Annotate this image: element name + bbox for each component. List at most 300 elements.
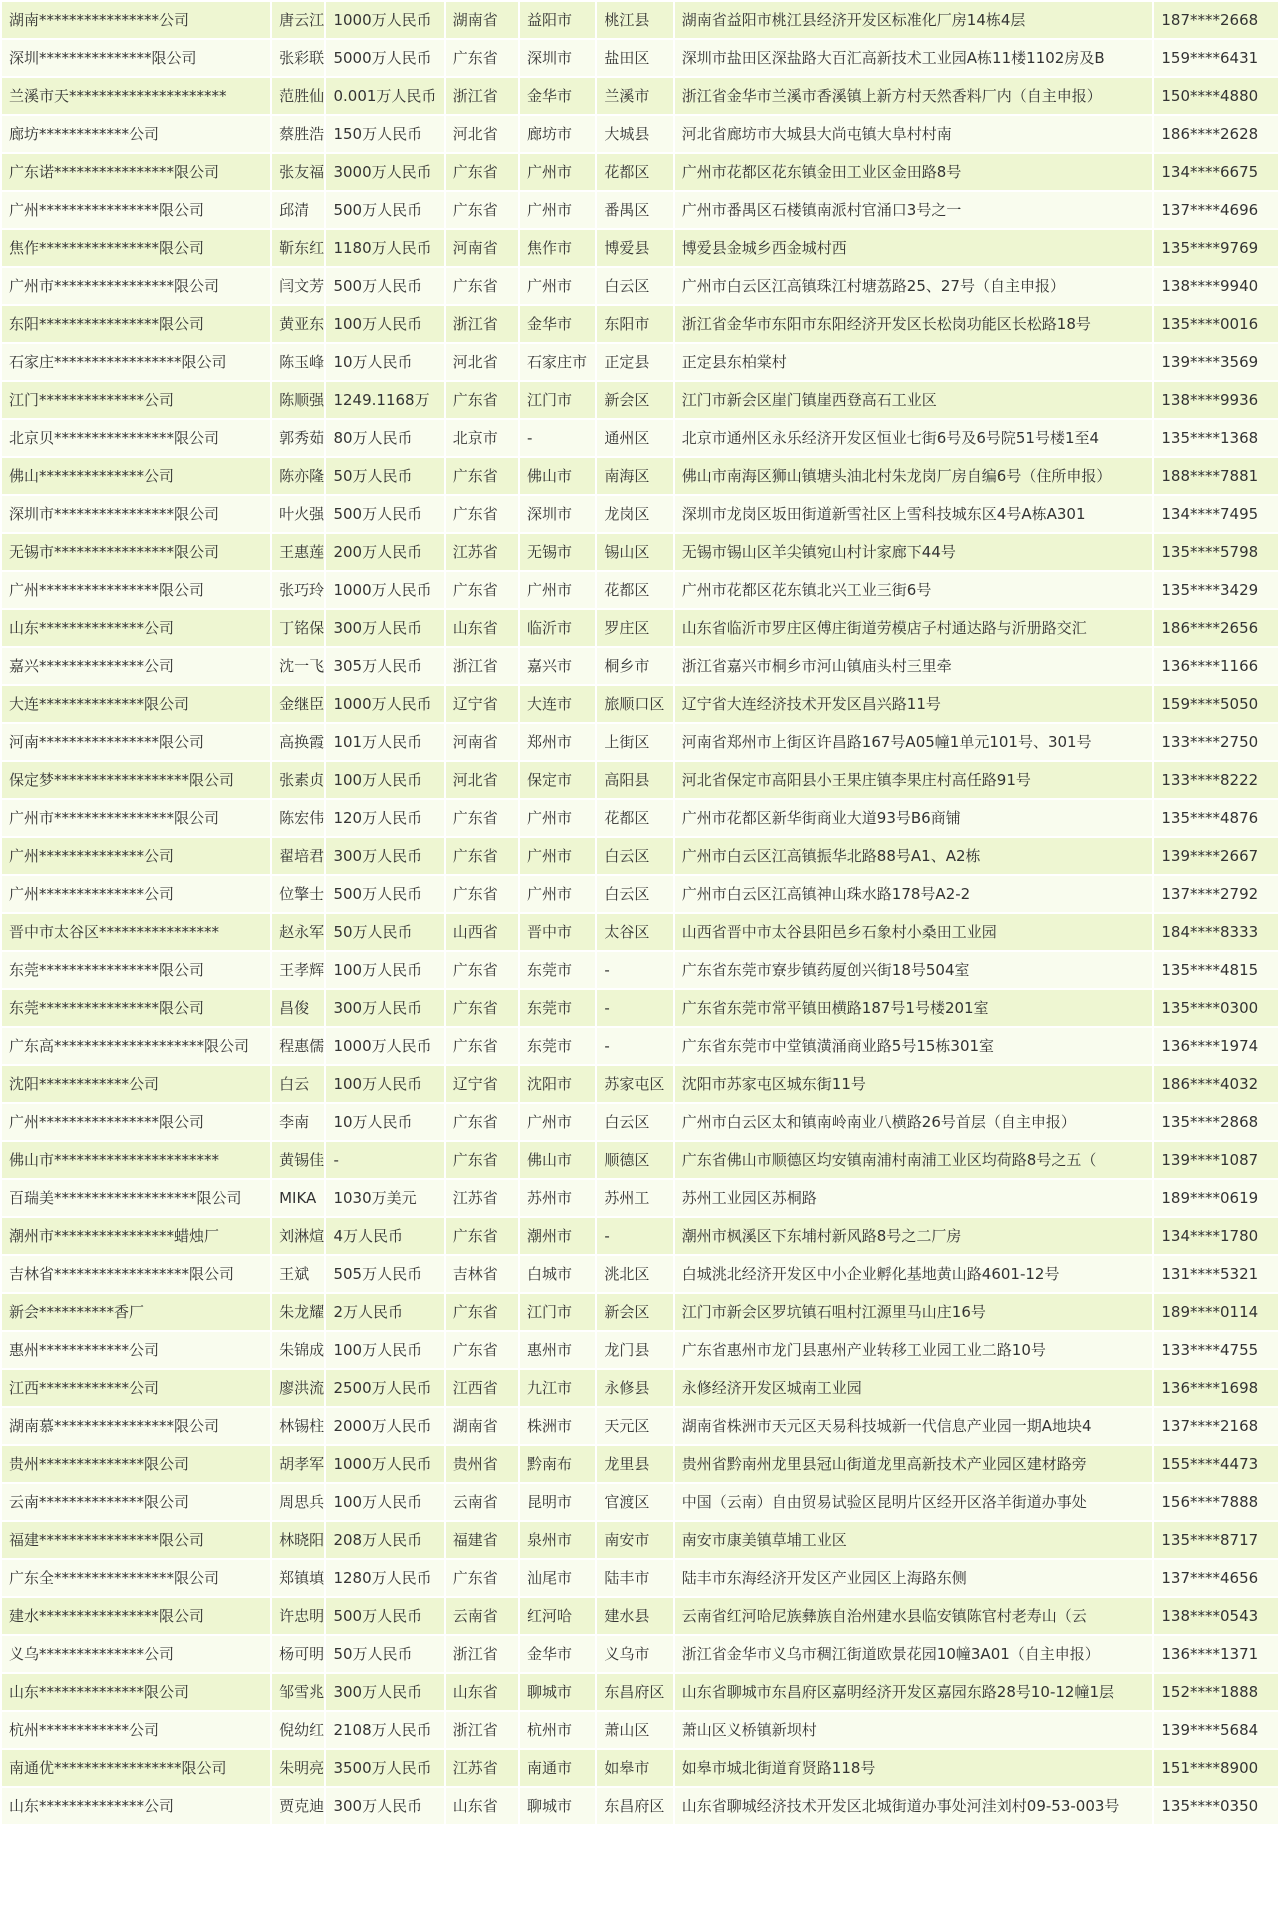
address-cell: 辽宁省大连经济技术开发区昌兴路11号 [675, 686, 1153, 722]
company-name-cell: 东莞****************限公司 [2, 952, 270, 988]
district-cell: 花都区 [597, 154, 672, 190]
province-cell: 浙江省 [446, 78, 518, 114]
registered-capital-cell: 100万人民币 [326, 1066, 443, 1102]
district-cell: 陆丰市 [597, 1560, 672, 1596]
district-cell: 如皋市 [597, 1750, 672, 1786]
phone-cell: 188****7881 [1154, 458, 1278, 494]
table-row [2, 78, 1278, 114]
address-cell: 贵州省黔南州龙里县冠山街道龙里高新技术产业园区建材路旁 [675, 1446, 1153, 1482]
company-name-cell: 深圳市****************限公司 [2, 496, 270, 532]
city-cell: 苏州市 [520, 1180, 595, 1216]
phone-cell: 139****5684 [1154, 1712, 1278, 1748]
phone-cell: 135****4876 [1154, 800, 1278, 836]
district-cell: 义乌市 [597, 1636, 672, 1672]
address-cell: 南安市康美镇草埔工业区 [675, 1522, 1153, 1558]
province-cell: 广东省 [446, 496, 518, 532]
table-row [2, 952, 1278, 988]
registered-capital-cell: 50万人民币 [326, 458, 443, 494]
district-cell: - [597, 952, 672, 988]
address-cell: 河北省保定市高阳县小王果庄镇李果庄村高任路91号 [675, 762, 1153, 798]
district-cell: 太谷区 [597, 914, 672, 950]
city-cell: 佛山市 [520, 1142, 595, 1178]
phone-cell: 134****1780 [1154, 1218, 1278, 1254]
district-cell: 萧山区 [597, 1712, 672, 1748]
province-cell: 广东省 [446, 154, 518, 190]
phone-cell: 138****9936 [1154, 382, 1278, 418]
registered-capital-cell: 500万人民币 [326, 876, 443, 912]
address-cell: 山东省聊城市东昌府区嘉明经济开发区嘉园东路28号10-12幢1层 [675, 1674, 1153, 1710]
legal-person-cell: 张友福 [272, 154, 324, 190]
province-cell: 广东省 [446, 1332, 518, 1368]
registered-capital-cell: 305万人民币 [326, 648, 443, 684]
table-row [2, 1104, 1278, 1140]
address-cell: 山西省晋中市太谷县阳邑乡石象村小桑田工业园 [675, 914, 1153, 950]
city-cell: 红河哈 [520, 1598, 595, 1634]
city-cell: 黔南布 [520, 1446, 595, 1482]
company-name-cell: 无锡市****************限公司 [2, 534, 270, 570]
legal-person-cell: 许忠明 [272, 1598, 324, 1634]
legal-person-cell: 闫文芳 [272, 268, 324, 304]
phone-cell: 137****2168 [1154, 1408, 1278, 1444]
province-cell: 广东省 [446, 458, 518, 494]
legal-person-cell: 王孝辉 [272, 952, 324, 988]
company-name-cell: 东阳****************限公司 [2, 306, 270, 342]
address-cell: 湖南省株洲市天元区天易科技城新一代信息产业园一期A地块4 [675, 1408, 1153, 1444]
legal-person-cell: 程惠儒 [272, 1028, 324, 1064]
district-cell: 旅顺口区 [597, 686, 672, 722]
district-cell: 官渡区 [597, 1484, 672, 1520]
registered-capital-cell: 500万人民币 [326, 268, 443, 304]
legal-person-cell: 陈亦隆 [272, 458, 324, 494]
phone-cell: 136****1166 [1154, 648, 1278, 684]
phone-cell: 134****7495 [1154, 496, 1278, 532]
phone-cell: 135****1368 [1154, 420, 1278, 456]
city-cell: 广州市 [520, 154, 595, 190]
phone-cell: 150****4880 [1154, 78, 1278, 114]
legal-person-cell: 林晓阳 [272, 1522, 324, 1558]
province-cell: 广东省 [446, 40, 518, 76]
province-cell: 湖南省 [446, 2, 518, 38]
registered-capital-cell: 100万人民币 [326, 762, 443, 798]
phone-cell: 159****6431 [1154, 40, 1278, 76]
phone-cell: 187****2668 [1154, 2, 1278, 38]
city-cell: 深圳市 [520, 496, 595, 532]
city-cell: 杭州市 [520, 1712, 595, 1748]
legal-person-cell: 郑镇填 [272, 1560, 324, 1596]
registered-capital-cell: 300万人民币 [326, 838, 443, 874]
company-name-cell: 保定梦******************限公司 [2, 762, 270, 798]
phone-cell: 134****6675 [1154, 154, 1278, 190]
district-cell: 花都区 [597, 572, 672, 608]
table-row [2, 610, 1278, 646]
legal-person-cell: 陈玉峰 [272, 344, 324, 380]
city-cell: 石家庄市 [520, 344, 595, 380]
table-row [2, 1332, 1278, 1368]
legal-person-cell: 张巧玲 [272, 572, 324, 608]
company-name-cell: 东莞****************限公司 [2, 990, 270, 1026]
city-cell: - [520, 420, 595, 456]
address-cell: 永修经济开发区城南工业园 [675, 1370, 1153, 1406]
province-cell: 河南省 [446, 230, 518, 266]
legal-person-cell: 胡孝军 [272, 1446, 324, 1482]
city-cell: 大连市 [520, 686, 595, 722]
address-cell: 广州市白云区江高镇神山珠水路178号A2-2 [675, 876, 1153, 912]
table-row [2, 2, 1278, 38]
address-cell: 广东省惠州市龙门县惠州产业转移工业园工业二路10号 [675, 1332, 1153, 1368]
district-cell: - [597, 1028, 672, 1064]
registered-capital-cell: 2000万人民币 [326, 1408, 443, 1444]
address-cell: 浙江省金华市东阳市东阳经济开发区长松岗功能区长松路18号 [675, 306, 1153, 342]
company-name-cell: 兰溪市天********************* [2, 78, 270, 114]
city-cell: 东莞市 [520, 1028, 595, 1064]
legal-person-cell: 靳东红 [272, 230, 324, 266]
phone-cell: 151****8900 [1154, 1750, 1278, 1786]
city-cell: 昆明市 [520, 1484, 595, 1520]
company-name-cell: 广东诺****************限公司 [2, 154, 270, 190]
province-cell: 河南省 [446, 724, 518, 760]
registered-capital-cell: 100万人民币 [326, 952, 443, 988]
registered-capital-cell: 300万人民币 [326, 1674, 443, 1710]
province-cell: 浙江省 [446, 648, 518, 684]
city-cell: 晋中市 [520, 914, 595, 950]
address-cell: 正定县东柏棠村 [675, 344, 1153, 380]
table-row [2, 838, 1278, 874]
registered-capital-cell: 2108万人民币 [326, 1712, 443, 1748]
table-row [2, 1788, 1278, 1824]
city-cell: 金华市 [520, 78, 595, 114]
province-cell: 广东省 [446, 838, 518, 874]
registered-capital-cell: 1249.1168万 [326, 382, 443, 418]
province-cell: 吉林省 [446, 1256, 518, 1292]
province-cell: 广东省 [446, 876, 518, 912]
registered-capital-cell: 3500万人民币 [326, 1750, 443, 1786]
district-cell: 白云区 [597, 876, 672, 912]
city-cell: 无锡市 [520, 534, 595, 570]
phone-cell: 131****5321 [1154, 1256, 1278, 1292]
address-cell: 萧山区义桥镇新坝村 [675, 1712, 1153, 1748]
legal-person-cell: 朱龙耀 [272, 1294, 324, 1330]
province-cell: 江苏省 [446, 1180, 518, 1216]
table-row [2, 724, 1278, 760]
table-row [2, 914, 1278, 950]
province-cell: 广东省 [446, 192, 518, 228]
legal-person-cell: 邹雪兆 [272, 1674, 324, 1710]
table-row [2, 192, 1278, 228]
phone-cell: 135****8717 [1154, 1522, 1278, 1558]
city-cell: 沈阳市 [520, 1066, 595, 1102]
province-cell: 江西省 [446, 1370, 518, 1406]
province-cell: 广东省 [446, 1294, 518, 1330]
company-name-cell: 广州****************限公司 [2, 192, 270, 228]
registered-capital-cell: 300万人民币 [326, 610, 443, 646]
legal-person-cell: 高换霞 [272, 724, 324, 760]
province-cell: 广东省 [446, 572, 518, 608]
city-cell: 南通市 [520, 1750, 595, 1786]
company-name-cell: 惠州************公司 [2, 1332, 270, 1368]
legal-person-cell: 沈一飞 [272, 648, 324, 684]
company-name-cell: 大连**************限公司 [2, 686, 270, 722]
phone-cell: 135****0350 [1154, 1788, 1278, 1824]
table-row [2, 382, 1278, 418]
registered-capital-cell: 4万人民币 [326, 1218, 443, 1254]
company-name-cell: 湖南****************公司 [2, 2, 270, 38]
city-cell: 深圳市 [520, 40, 595, 76]
legal-person-cell: 林锡柱 [272, 1408, 324, 1444]
registered-capital-cell: 120万人民币 [326, 800, 443, 836]
address-cell: 博爱县金城乡西金城村西 [675, 230, 1153, 266]
company-name-cell: 广州市****************限公司 [2, 268, 270, 304]
table-row [2, 40, 1278, 76]
district-cell: 苏家屯区 [597, 1066, 672, 1102]
phone-cell: 137****4656 [1154, 1560, 1278, 1596]
company-name-cell: 廊坊************公司 [2, 116, 270, 152]
province-cell: 浙江省 [446, 1712, 518, 1748]
registered-capital-cell: 208万人民币 [326, 1522, 443, 1558]
company-name-cell: 广州**************公司 [2, 876, 270, 912]
city-cell: 惠州市 [520, 1332, 595, 1368]
district-cell: 东昌府区 [597, 1788, 672, 1824]
table-row [2, 534, 1278, 570]
legal-person-cell: 金继臣 [272, 686, 324, 722]
province-cell: 江苏省 [446, 534, 518, 570]
phone-cell: 186****2656 [1154, 610, 1278, 646]
table-body [2, 2, 1278, 1824]
company-name-cell: 广州市****************限公司 [2, 800, 270, 836]
city-cell: 九江市 [520, 1370, 595, 1406]
province-cell: 山东省 [446, 1674, 518, 1710]
company-name-cell: 河南****************限公司 [2, 724, 270, 760]
registered-capital-cell: 1000万人民币 [326, 1446, 443, 1482]
table-row [2, 572, 1278, 608]
legal-person-cell: 刘淋煊 [272, 1218, 324, 1254]
address-cell: 江门市新会区崖门镇崖西登高石工业区 [675, 382, 1153, 418]
address-cell: 广东省东莞市中堂镇潢涌商业路5号15栋301室 [675, 1028, 1153, 1064]
province-cell: 浙江省 [446, 306, 518, 342]
district-cell: 上街区 [597, 724, 672, 760]
city-cell: 焦作市 [520, 230, 595, 266]
registered-capital-cell: 80万人民币 [326, 420, 443, 456]
city-cell: 潮州市 [520, 1218, 595, 1254]
company-name-cell: 杭州************公司 [2, 1712, 270, 1748]
district-cell: 白云区 [597, 268, 672, 304]
province-cell: 广东省 [446, 800, 518, 836]
legal-person-cell: 张素贞 [272, 762, 324, 798]
company-name-cell: 义乌**************公司 [2, 1636, 270, 1672]
province-cell: 辽宁省 [446, 1066, 518, 1102]
address-cell: 陆丰市东海经济开发区产业园区上海路东侧 [675, 1560, 1153, 1596]
province-cell: 北京市 [446, 420, 518, 456]
address-cell: 云南省红河哈尼族彝族自治州建水县临安镇陈官村老寿山（云 [675, 1598, 1153, 1634]
district-cell: 白云区 [597, 1104, 672, 1140]
city-cell: 株洲市 [520, 1408, 595, 1444]
phone-cell: 135****0300 [1154, 990, 1278, 1026]
company-name-cell: 湖南慕****************限公司 [2, 1408, 270, 1444]
address-cell: 湖南省益阳市桃江县经济开发区标准化厂房14栋4层 [675, 2, 1153, 38]
district-cell: 番禺区 [597, 192, 672, 228]
address-cell: 广州市白云区江高镇振华北路88号A1、A2栋 [675, 838, 1153, 874]
table-row [2, 1750, 1278, 1786]
company-name-cell: 沈阳************公司 [2, 1066, 270, 1102]
city-cell: 聊城市 [520, 1788, 595, 1824]
province-cell: 云南省 [446, 1598, 518, 1634]
province-cell: 湖南省 [446, 1408, 518, 1444]
city-cell: 益阳市 [520, 2, 595, 38]
company-name-cell: 广州****************限公司 [2, 572, 270, 608]
phone-cell: 136****1371 [1154, 1636, 1278, 1672]
phone-cell: 136****1974 [1154, 1028, 1278, 1064]
table-row [2, 762, 1278, 798]
legal-person-cell: 朱明亮 [272, 1750, 324, 1786]
registered-capital-cell: 505万人民币 [326, 1256, 443, 1292]
phone-cell: 137****2792 [1154, 876, 1278, 912]
phone-cell: 133****8222 [1154, 762, 1278, 798]
district-cell: 博爱县 [597, 230, 672, 266]
company-name-cell: 江门**************公司 [2, 382, 270, 418]
city-cell: 聊城市 [520, 1674, 595, 1710]
province-cell: 浙江省 [446, 1636, 518, 1672]
phone-cell: 138****0543 [1154, 1598, 1278, 1634]
city-cell: 金华市 [520, 1636, 595, 1672]
registered-capital-cell: 2万人民币 [326, 1294, 443, 1330]
company-name-cell: 深圳***************限公司 [2, 40, 270, 76]
city-cell: 佛山市 [520, 458, 595, 494]
province-cell: 广东省 [446, 382, 518, 418]
registered-capital-cell: - [326, 1142, 443, 1178]
address-cell: 如皋市城北街道育贤路118号 [675, 1750, 1153, 1786]
table-row [2, 496, 1278, 532]
address-cell: 佛山市南海区狮山镇塘头油北村朱龙岗厂房自编6号（住所申报） [675, 458, 1153, 494]
registered-capital-cell: 100万人民币 [326, 1484, 443, 1520]
phone-cell: 133****4755 [1154, 1332, 1278, 1368]
company-name-cell: 山东**************限公司 [2, 1674, 270, 1710]
phone-cell: 189****0619 [1154, 1180, 1278, 1216]
city-cell: 东莞市 [520, 990, 595, 1026]
province-cell: 山东省 [446, 1788, 518, 1824]
table-row [2, 1142, 1278, 1178]
company-name-cell: 潮州市****************蜡烛厂 [2, 1218, 270, 1254]
phone-cell: 135****0016 [1154, 306, 1278, 342]
registered-capital-cell: 300万人民币 [326, 990, 443, 1026]
company-name-cell: 新会**********香厂 [2, 1294, 270, 1330]
district-cell: 盐田区 [597, 40, 672, 76]
city-cell: 广州市 [520, 800, 595, 836]
table-row [2, 1294, 1278, 1330]
address-cell: 无锡市锡山区羊尖镇宛山村计家廊下44号 [675, 534, 1153, 570]
table-row [2, 1370, 1278, 1406]
city-cell: 白城市 [520, 1256, 595, 1292]
company-name-cell: 石家庄*****************限公司 [2, 344, 270, 380]
city-cell: 广州市 [520, 572, 595, 608]
province-cell: 山西省 [446, 914, 518, 950]
legal-person-cell: MIKA [272, 1180, 324, 1216]
legal-person-cell: 邱清 [272, 192, 324, 228]
company-name-cell: 福建****************限公司 [2, 1522, 270, 1558]
registered-capital-cell: 5000万人民币 [326, 40, 443, 76]
province-cell: 广东省 [446, 1218, 518, 1254]
registered-capital-cell: 1180万人民币 [326, 230, 443, 266]
province-cell: 广东省 [446, 952, 518, 988]
province-cell: 山东省 [446, 610, 518, 646]
legal-person-cell: 蔡胜浩 [272, 116, 324, 152]
table-row [2, 1560, 1278, 1596]
company-name-cell: 佛山市********************** [2, 1142, 270, 1178]
district-cell: 大城县 [597, 116, 672, 152]
registered-capital-cell: 1000万人民币 [326, 572, 443, 608]
district-cell: 苏州工 [597, 1180, 672, 1216]
table-row [2, 800, 1278, 836]
phone-cell: 135****2868 [1154, 1104, 1278, 1140]
table-row [2, 1636, 1278, 1672]
district-cell: - [597, 990, 672, 1026]
city-cell: 临沂市 [520, 610, 595, 646]
address-cell: 沈阳市苏家屯区城东街11号 [675, 1066, 1153, 1102]
phone-cell: 138****9940 [1154, 268, 1278, 304]
district-cell: 新会区 [597, 1294, 672, 1330]
company-name-cell: 焦作****************限公司 [2, 230, 270, 266]
registered-capital-cell: 2500万人民币 [326, 1370, 443, 1406]
province-cell: 广东省 [446, 1142, 518, 1178]
district-cell: 罗庄区 [597, 610, 672, 646]
table-row [2, 1674, 1278, 1710]
city-cell: 廊坊市 [520, 116, 595, 152]
company-name-cell: 云南**************限公司 [2, 1484, 270, 1520]
province-cell: 广东省 [446, 1104, 518, 1140]
company-name-cell: 建水****************限公司 [2, 1598, 270, 1634]
address-cell: 山东省聊城经济技术开发区北城街道办事处河洼刘村09-53-003号 [675, 1788, 1153, 1824]
registered-capital-cell: 1280万人民币 [326, 1560, 443, 1596]
address-cell: 浙江省嘉兴市桐乡市河山镇庙头村三里牵 [675, 648, 1153, 684]
city-cell: 郑州市 [520, 724, 595, 760]
table-row [2, 648, 1278, 684]
table-row [2, 1180, 1278, 1216]
legal-person-cell: 杨可明 [272, 1636, 324, 1672]
district-cell: 龙门县 [597, 1332, 672, 1368]
legal-person-cell: 陈宏伟 [272, 800, 324, 836]
address-cell: 浙江省金华市兰溪市香溪镇上新方村天然香料厂内（自主申报） [675, 78, 1153, 114]
address-cell: 河北省廊坊市大城县大尚屯镇大阜村村南 [675, 116, 1153, 152]
district-cell: 锡山区 [597, 534, 672, 570]
district-cell: 通州区 [597, 420, 672, 456]
province-cell: 贵州省 [446, 1446, 518, 1482]
phone-cell: 152****1888 [1154, 1674, 1278, 1710]
phone-cell: 139****2667 [1154, 838, 1278, 874]
province-cell: 河北省 [446, 344, 518, 380]
registered-capital-cell: 300万人民币 [326, 1788, 443, 1824]
legal-person-cell: 丁铭保 [272, 610, 324, 646]
district-cell: 龙里县 [597, 1446, 672, 1482]
legal-person-cell: 贾克迪 [272, 1788, 324, 1824]
company-name-cell: 广州****************限公司 [2, 1104, 270, 1140]
registered-capital-cell: 150万人民币 [326, 116, 443, 152]
legal-person-cell: 唐云江 [272, 2, 324, 38]
registered-capital-cell: 500万人民币 [326, 192, 443, 228]
company-name-cell: 广东全****************限公司 [2, 1560, 270, 1596]
phone-cell: 184****8333 [1154, 914, 1278, 950]
legal-person-cell: 昌俊 [272, 990, 324, 1026]
phone-cell: 136****1698 [1154, 1370, 1278, 1406]
registered-capital-cell: 500万人民币 [326, 496, 443, 532]
address-cell: 广州市花都区花东镇金田工业区金田路8号 [675, 154, 1153, 190]
phone-cell: 135****4815 [1154, 952, 1278, 988]
address-cell: 广州市白云区江高镇珠江村塘荔路25、27号（自主申报） [675, 268, 1153, 304]
registered-capital-cell: 100万人民币 [326, 1332, 443, 1368]
district-cell: 花都区 [597, 800, 672, 836]
address-cell: 广州市花都区新华街商业大道93号B6商铺 [675, 800, 1153, 836]
legal-person-cell: 赵永军 [272, 914, 324, 950]
table-row [2, 116, 1278, 152]
registered-capital-cell: 1000万人民币 [326, 2, 443, 38]
city-cell: 广州市 [520, 192, 595, 228]
